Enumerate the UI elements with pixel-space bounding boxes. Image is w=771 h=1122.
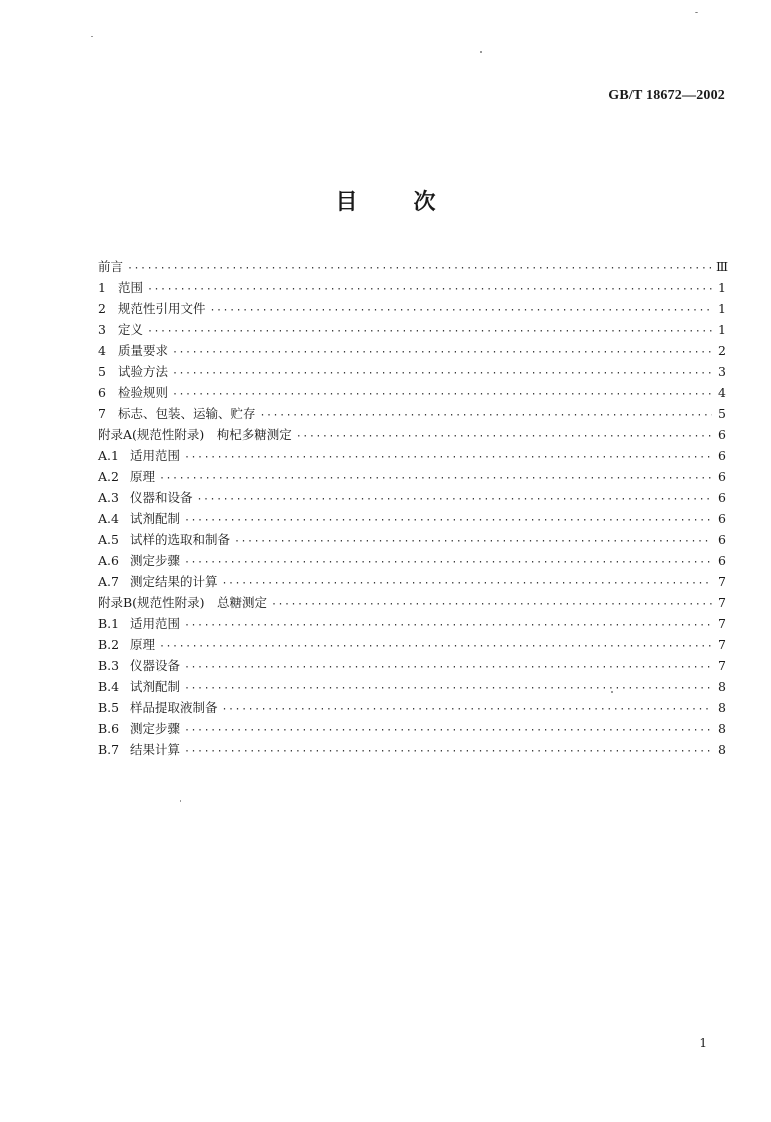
toc-entry-page: 2 [718, 343, 726, 358]
toc-entry[interactable] [98, 571, 726, 592]
toc-leader-dots [184, 552, 712, 573]
toc-leader-dots [234, 531, 712, 552]
toc-entry-number: B.2 [98, 637, 120, 652]
toc-entry-page: 4 [718, 385, 726, 400]
toc-entry-label: 原理 [130, 637, 156, 652]
toc-entry[interactable] [98, 277, 726, 298]
toc-entry-page: 7 [718, 574, 726, 589]
toc-list [98, 256, 729, 760]
toc-entry-label: 原理 [130, 469, 156, 484]
toc-entry-number: B.1 [98, 616, 120, 631]
toc-leader-dots [197, 489, 712, 510]
toc-entry-page: 6 [718, 511, 726, 526]
toc-title [0, 185, 771, 216]
toc-entry-page: 6 [718, 490, 726, 505]
standard-code: GB/T 18672—2002 [608, 88, 725, 103]
toc-leader-dots [222, 573, 712, 594]
toc-leader-dots [260, 405, 712, 426]
toc-leader-dots [184, 447, 712, 468]
toc-entry-page: 6 [718, 448, 726, 463]
toc-leader-dots [159, 636, 712, 657]
toc-entry[interactable] [98, 256, 729, 277]
toc-entry[interactable] [98, 319, 726, 340]
toc-title-char-1: 目 [335, 190, 358, 215]
toc-leader-dots [147, 279, 712, 300]
toc-entry-page: 1 [718, 280, 726, 295]
toc-entry-number: 4 [98, 343, 106, 358]
toc-entry[interactable] [98, 445, 726, 466]
toc-leader-dots [184, 741, 712, 762]
toc-entry-page: 8 [718, 742, 726, 757]
toc-entry-number: B.5 [98, 700, 120, 715]
toc-entry-number: B.6 [98, 721, 120, 736]
toc-entry-page: 1 [718, 301, 726, 316]
toc-entry-label: 附录B(规范性附录) 总糖测定 [98, 595, 267, 610]
toc-entry[interactable] [98, 613, 726, 634]
toc-leader-dots [172, 342, 712, 363]
toc-entry-number: B.7 [98, 742, 120, 757]
toc-leader-dots [296, 426, 712, 447]
toc-entry-label: 试剂配制 [130, 511, 181, 526]
toc-leader-dots [184, 510, 712, 531]
toc-entry-page: 6 [718, 553, 726, 568]
toc-entry[interactable] [98, 739, 726, 760]
toc-entry-label: 附录A(规范性附录) 枸杞多糖测定 [98, 427, 292, 442]
toc-leader-dots [271, 594, 712, 615]
toc-entry[interactable] [98, 718, 726, 739]
toc-entry-number: B.4 [98, 679, 120, 694]
toc-leader-dots [127, 258, 712, 279]
toc-leader-dots [147, 321, 712, 342]
toc-entry-page: 6 [718, 427, 726, 442]
toc-entry-number: 2 [98, 301, 106, 316]
toc-entry-label: 前言 [98, 259, 124, 274]
toc-entry-label: 标志、包装、运输、贮存 [118, 406, 256, 421]
toc-entry-number: 7 [98, 406, 106, 421]
toc-entry-number: 5 [98, 364, 106, 379]
toc-entry-number: 6 [98, 385, 106, 400]
toc-entry-page: 3 [718, 364, 726, 379]
toc-entry-number: A.4 [98, 511, 119, 526]
toc-entry-number: A.3 [98, 490, 119, 505]
toc-entry[interactable] [98, 676, 726, 697]
toc-entry-page: Ⅲ [716, 259, 729, 274]
toc-entry[interactable] [98, 361, 726, 382]
toc-entry[interactable] [98, 634, 726, 655]
toc-entry-label: 测定步骤 [130, 553, 181, 568]
scan-speck [180, 800, 181, 802]
toc-entry[interactable] [98, 466, 726, 487]
toc-leader-dots [210, 300, 712, 321]
toc-entry-label: 范围 [118, 280, 144, 295]
toc-entry-number: A.7 [98, 574, 119, 589]
toc-entry-page: 6 [718, 532, 726, 547]
scan-speck [91, 36, 93, 37]
toc-entry-label: 适用范围 [130, 448, 181, 463]
toc-leader-dots [184, 657, 712, 678]
toc-entry-label: 质量要求 [118, 343, 169, 358]
toc-entry-number: 1 [98, 280, 106, 295]
scan-speck [611, 691, 613, 693]
toc-entry[interactable] [98, 697, 726, 718]
toc-entry[interactable] [98, 508, 726, 529]
page-number: 1 [699, 1036, 707, 1050]
toc-entry-label: 适用范围 [130, 616, 181, 631]
toc-entry[interactable] [98, 424, 726, 445]
toc-entry-label: 仪器和设备 [130, 490, 193, 505]
toc-leader-dots [184, 720, 712, 741]
toc-entry-label: 试验方法 [118, 364, 169, 379]
toc-title-char-2: 次 [413, 190, 436, 215]
scan-speck [695, 12, 698, 13]
toc-entry[interactable] [98, 592, 726, 613]
toc-leader-dots [222, 699, 712, 720]
toc-entry[interactable] [98, 529, 726, 550]
toc-entry-page: 8 [718, 679, 726, 694]
toc-entry-page: 7 [718, 658, 726, 673]
toc-leader-dots [172, 363, 712, 384]
toc-leader-dots [184, 615, 712, 636]
toc-entry-number: A.2 [98, 469, 119, 484]
toc-leader-dots [159, 468, 712, 489]
scan-speck [480, 51, 482, 53]
toc-entry[interactable] [98, 403, 726, 424]
toc-entry-page: 1 [718, 322, 726, 337]
toc-entry-page: 8 [718, 700, 726, 715]
toc-entry[interactable] [98, 655, 726, 676]
toc-entry-label: 规范性引用文件 [118, 301, 206, 316]
toc-entry-label: 测定结果的计算 [130, 574, 218, 589]
toc-leader-dots [184, 678, 712, 699]
toc-entry-label: 结果计算 [130, 742, 181, 757]
toc-leader-dots [172, 384, 712, 405]
toc-entry-page: 7 [718, 595, 726, 610]
toc-entry-label: 测定步骤 [130, 721, 181, 736]
toc-entry-label: 试样的选取和制备 [130, 532, 231, 547]
toc-entry[interactable] [98, 550, 726, 571]
toc-entry-page: 5 [718, 406, 726, 421]
toc-entry-page: 6 [718, 469, 726, 484]
toc-entry-label: 样品提取液制备 [130, 700, 218, 715]
toc-entry-page: 7 [718, 637, 726, 652]
toc-entry-number: A.5 [98, 532, 119, 547]
toc-entry[interactable] [98, 298, 726, 319]
toc-entry-page: 8 [718, 721, 726, 736]
toc-entry-label: 定义 [118, 322, 144, 337]
toc-entry-number: A.1 [98, 448, 119, 463]
toc-entry-number: A.6 [98, 553, 119, 568]
toc-entry-label: 检验规则 [118, 385, 169, 400]
toc-entry-label: 试剂配制 [130, 679, 181, 694]
toc-entry[interactable] [98, 487, 726, 508]
toc-entry-page: 7 [718, 616, 726, 631]
toc-entry-number: B.3 [98, 658, 120, 673]
toc-entry-number: 3 [98, 322, 106, 337]
toc-entry-label: 仪器设备 [130, 658, 181, 673]
toc-entry[interactable] [98, 382, 726, 403]
toc-entry[interactable] [98, 340, 726, 361]
